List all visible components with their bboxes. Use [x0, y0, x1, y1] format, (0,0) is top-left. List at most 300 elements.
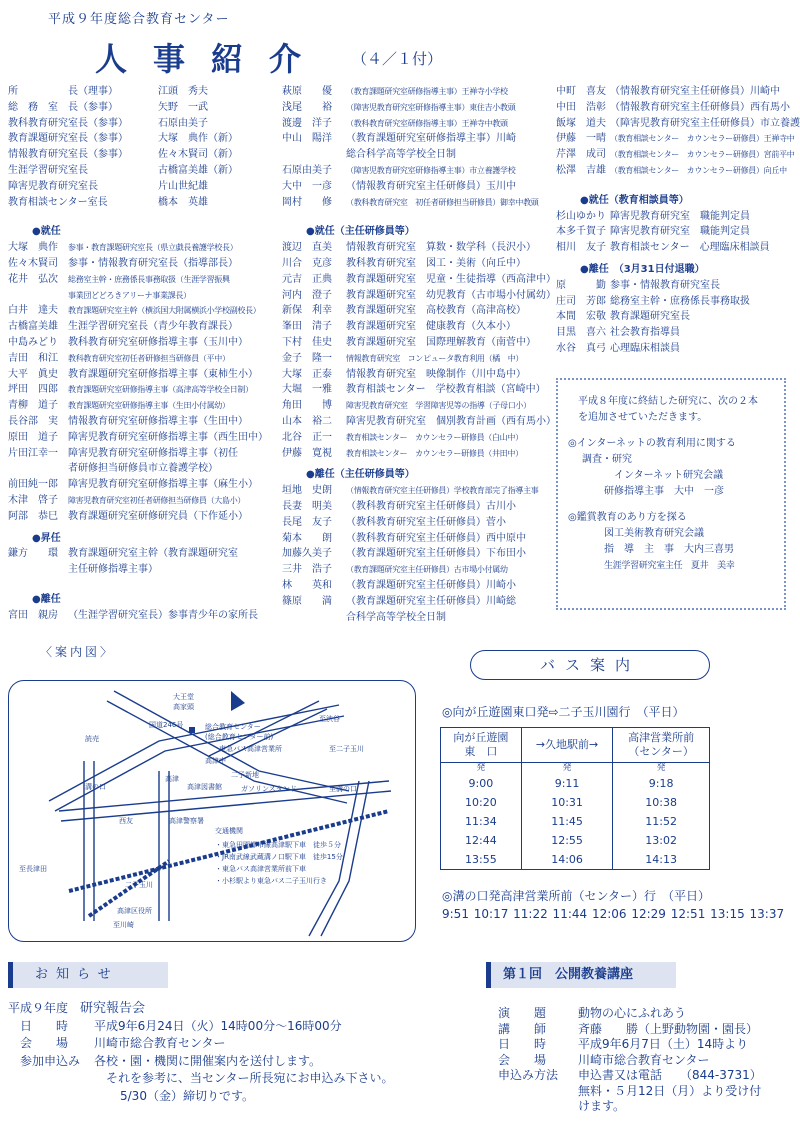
personnel-col-b: 石原由美子: [158, 117, 208, 129]
personnel-col-a: 坪田 四郎: [8, 384, 58, 396]
lecture-header: 第１回 公開教養講座: [486, 962, 676, 988]
personnel-col-b: 主任研修指導主事）: [68, 564, 158, 576]
personnel-col-b: 江頭 秀夫: [158, 86, 208, 97]
personnel-col-b: 参事・教育課題研究室長（県立戯長養護学校長）: [68, 243, 238, 253]
lecture-body: [498, 1006, 762, 1115]
personnel-row: [556, 294, 796, 310]
lecture-venue: 川崎市総合教育センター: [578, 1052, 710, 1067]
personnel-col-b: 障害児教育研究室初任者研修担当研修員（大島小）: [68, 495, 246, 505]
personnel-row: [282, 546, 552, 562]
personnel-col-b: 社会教育指導員: [610, 327, 680, 339]
section-rinin: ●離任: [32, 593, 61, 605]
personnel-col-a: [8, 288, 68, 304]
personnel-row: [282, 179, 552, 195]
personnel-row: [282, 195, 552, 211]
research-person-1: 研修指導主事 大中 一彦: [604, 486, 724, 497]
map-label-library: 高津図書館: [187, 783, 222, 791]
personnel-row: [282, 531, 552, 547]
personnel-col-a: 浅尾 裕: [282, 101, 332, 113]
map-drawing: [9, 681, 414, 940]
personnel-col-a: 渡邊 洋子: [282, 117, 332, 129]
personnel-col-a: 生涯学習研究室長: [8, 164, 88, 176]
personnel-col-b: （障害児教育研究室主任研修員）市立養護: [610, 117, 800, 129]
personnel-col-b: 大塚 典作（新）: [158, 133, 238, 145]
personnel-row: [556, 131, 796, 147]
personnel-col-a: 本多千賀子: [556, 226, 606, 238]
personnel-col-a: 吉田 和江: [8, 352, 58, 364]
lecture-title: 動物の心にふれあう: [578, 1006, 687, 1020]
personnel-row: [8, 335, 270, 351]
lecture-key-apply: 申込み方法: [498, 1068, 559, 1082]
personnel-col-a: 中町 喜友: [556, 86, 606, 97]
personnel-row: [8, 430, 270, 446]
personnel-row: [8, 256, 270, 272]
personnel-col-b: 片山世紀雄: [158, 180, 208, 192]
personnel-col-a: 大平 眞史: [8, 368, 58, 380]
personnel-col-a: 前田純一郎: [8, 479, 58, 491]
personnel-col-b: 教育相談センター カウンセラー研修員（井田中）: [346, 448, 523, 458]
personnel-row: [8, 493, 270, 509]
personnel-col-a: 障害児教育研究室長: [8, 180, 98, 192]
personnel-col-b: （教育相談センター カウンセラー研修員）宮前平中: [610, 150, 795, 160]
personnel-row: [8, 195, 270, 211]
personnel-col-a: 鎌方 環: [8, 548, 58, 560]
personnel-row: [556, 84, 796, 100]
personnel-col-b: （教科教育研究室研修指導主事）王禅寺中教頭: [346, 118, 508, 128]
personnel-col-a: 下村 佳史: [282, 336, 332, 348]
personnel-col-b: （教育課題研究室主任研修員）川崎小: [346, 579, 516, 591]
notice-body: [8, 1000, 394, 1105]
map-label-center: 総合教育センター: [205, 723, 261, 731]
lecture-key-date: 日 時: [498, 1037, 547, 1051]
personnel-row: [8, 179, 270, 195]
personnel-col-b: 障害児教育研究室 個別教育計画（西有馬小）: [346, 415, 556, 427]
personnel-col-b: 情報教育研究室 算数・数学科（長沢小）: [346, 242, 536, 254]
personnel-col-a: 大中 一彦: [282, 180, 332, 192]
personnel-col-a: 渡辺 直美: [282, 242, 332, 254]
section-shunin-3: ●就任（教育相談員等）: [580, 194, 689, 206]
personnel-col-a: 篠原 満: [282, 595, 332, 607]
personnel-row: [8, 288, 270, 304]
notice-key-apply: 参加申込み: [20, 1053, 81, 1068]
personnel-col-b: 障害児教育研究室研修指導主事（麻生小）: [68, 479, 258, 491]
personnel-col-b: 教育課題研究室研修研究員（下作延小）: [68, 510, 248, 522]
personnel-row: [8, 608, 270, 624]
personnel-row: [8, 461, 270, 477]
personnel-row: [8, 272, 270, 288]
personnel-col-b: 教育相談センター カウンセラー研修員（白山中）: [346, 432, 523, 442]
lecture-key-venue: 会 場: [498, 1052, 547, 1067]
personnel-col-b: 教育課題研究室 健康教育（久本小）: [346, 321, 516, 333]
personnel-col-a: 阿部 恭巳: [8, 510, 58, 522]
personnel-col-b: （教育相談センター カウンセラー研修員）向丘中: [610, 165, 787, 175]
lecture-apply: 申込書又は電話 （844-3731）: [578, 1068, 762, 1082]
personnel-col-a: 中山 陽洋: [282, 133, 332, 145]
personnel-col-a: 古橋富美雄: [8, 321, 58, 333]
bus-time: 11:34: [465, 815, 497, 828]
personnel-row: [8, 116, 270, 132]
personnel-col-b: 教育課題研究室 児童・生徒指導（西高津中）: [346, 273, 556, 285]
personnel-col-b: （教育課題研究室主任研修員）川崎総: [346, 595, 516, 607]
research-meeting-2: 図工美術教育研究会議: [604, 528, 704, 539]
personnel-col-a: 佐々木賢司: [8, 257, 58, 269]
bus-time: 10:31: [551, 796, 583, 809]
personnel-col-a: 金子 隆一: [282, 352, 332, 364]
map-note-4: ・小杉駅より東急バス二子玉川行き: [215, 877, 327, 885]
personnel-row: [282, 446, 552, 462]
personnel-col-a: 北谷 正一: [282, 431, 332, 443]
research-meeting-1: インターネット研究会議: [614, 470, 724, 481]
personnel-col-a: 教育相談センター室長: [8, 196, 108, 208]
personnel-col-b: 佐々木賢司（新）: [158, 149, 238, 161]
research-box: [556, 378, 786, 610]
personnel-col-a: 青柳 道子: [8, 400, 58, 412]
personnel-row: [556, 224, 796, 240]
personnel-col-a: 杉山ゆかり: [556, 210, 606, 222]
bus-time: 13:55: [465, 853, 497, 866]
bus-time: 10:38: [645, 796, 677, 809]
personnel-col-b: 教育課題研究室長: [610, 311, 690, 323]
organization-name: 平成９年度総合教育センター: [48, 12, 230, 27]
notice-year: 平成９年度: [8, 1001, 69, 1015]
personnel-row: [556, 116, 800, 132]
personnel-col-a: 垣地 史朗: [282, 485, 332, 497]
bus-route-1: ◎向が丘遊園東口発⇨二子玉川園行 （平日）: [442, 705, 685, 719]
personnel-col-b: （教科教育研究室主任研修員）古川小: [346, 500, 516, 512]
personnel-row: [282, 594, 552, 610]
map-label-to-nagatsuta: 至長津田: [19, 865, 47, 873]
personnel-col-a: 菊本 朗: [282, 532, 332, 544]
personnel-col-b: 教育課題研究室 幼児教育（古市場小付属幼）: [346, 289, 556, 301]
personnel-col-b: （教科教育研究室 初任者研修担当研修員）御幸中教頭: [346, 197, 539, 207]
bus-time: 9:00: [468, 777, 494, 790]
personnel-row: [8, 163, 270, 179]
bus-col-3: 発 9:18 10:38 11:52 13:02 14:13: [613, 763, 710, 870]
map-label-junior: 高津中: [205, 757, 226, 765]
lecture-date: 平成9年6月7日（土）14時より: [578, 1037, 749, 1051]
personnel-row: [8, 240, 270, 256]
personnel-row: [556, 147, 796, 163]
personnel-row: [282, 414, 556, 430]
personnel-row: [8, 382, 270, 398]
personnel-col-a: 相川 友子: [556, 242, 606, 254]
personnel-col-a: 本間 宏敬: [556, 311, 606, 323]
personnel-col-b: 教育相談センター 学校教育相談（宮崎中）: [346, 384, 546, 396]
personnel-row: [282, 163, 552, 179]
personnel-col-a: 宮田 親房: [8, 609, 58, 621]
personnel-col-a: 水谷 真弓: [556, 342, 606, 354]
section-rinin-3: ●離任 （3月31日付退職）: [580, 263, 705, 275]
bus-time: 13:02: [645, 834, 677, 847]
personnel-col-b: 教育課題研究室主幹（横浜国大附属横浜小学校副校長）: [68, 306, 261, 316]
map-label: 〈案内図〉: [40, 645, 116, 659]
lecture-apply-2: 無料・５月12日（月）より受け付: [578, 1083, 762, 1098]
personnel-col-b: （教育課題研究室研修指導主事）王禅寺小学校: [346, 87, 508, 96]
map-label-sogo-center-mae: (総合教育センター前): [205, 733, 274, 741]
personnel-col-b: 障害児教育研究室 学習障害児等の指導（子母口小）: [346, 401, 531, 411]
personnel-col-b: 教科教育研究室初任者研修担当研修員（平中）: [68, 353, 230, 363]
personnel-row: [282, 499, 552, 515]
personnel-col-a: 総 務 室 長（参事）: [8, 101, 118, 113]
personnel-row: [556, 209, 796, 225]
notice-key-date: 日 時: [20, 1018, 69, 1033]
personnel-col-a: 岡村 修: [282, 196, 332, 208]
personnel-col-b: 教育相談センター 心理臨床相談員: [610, 242, 770, 254]
personnel-col-b: 教育課題研究室 高校教育（高津高校）: [346, 305, 526, 317]
personnel-col-b: 事業団どどろきアリーナ事業課長）: [68, 290, 191, 300]
guide-map: [8, 680, 416, 942]
personnel-row: [282, 515, 552, 531]
personnel-row: [8, 351, 270, 367]
personnel-col-b: 者研修担当研修員市立養護学校）: [68, 463, 218, 475]
personnel-col-a: 大塚 典作: [8, 242, 58, 254]
map-label-station: 二子玉川: [125, 881, 153, 889]
personnel-row: [8, 147, 270, 163]
personnel-col-b: （教育課題研究室主任研修員）下布田小: [346, 548, 526, 560]
personnel-col-a: 新保 利幸: [282, 305, 332, 317]
personnel-col-a: 大塚 正泰: [282, 368, 332, 380]
personnel-col-b: （生涯学習研究室長）参事青少年の家所長: [68, 609, 258, 621]
center-marker: [231, 691, 245, 711]
map-label-to-shibuya: 至渋谷: [319, 715, 340, 723]
personnel-row: [282, 335, 552, 351]
personnel-col-b: 教育課題研究室研修指導主事（生田小付属幼）: [68, 401, 230, 411]
personnel-col-a: 中島みどり: [8, 336, 58, 348]
bus-timetable: [440, 727, 710, 870]
personnel-col-b: 情報教育研究室研修指導主事（生田中）: [68, 415, 248, 427]
personnel-col-b: 情報教育研究室 映像制作（川中島中）: [346, 368, 526, 380]
personnel-row: [282, 351, 552, 367]
personnel-col-b: （障害児教育研究室研修指導主事）市立養護学校: [346, 165, 516, 175]
personnel-col-b: 総務室主幹・庶務係長事務取扱（生涯学習振興: [68, 274, 230, 284]
notice-date: 平成9年6月24日（火）14時00分～16時00分: [94, 1018, 342, 1033]
personnel-row: [556, 240, 796, 256]
personnel-col-b: 教育課題研究室 国際理解教育（南菅中）: [346, 336, 536, 348]
map-label-daioji: 大王堂: [173, 693, 194, 701]
personnel-col-a: 松澤 吉雄: [556, 164, 606, 176]
map-label-futako: 二子新地: [231, 771, 259, 779]
personnel-col-a: 庄司 芳郎: [556, 295, 606, 307]
personnel-row: [8, 398, 270, 414]
bus-time: 11:45: [551, 815, 583, 828]
personnel-row: [282, 84, 552, 100]
map-label-ward: 高津区役所: [117, 907, 152, 915]
personnel-col-a: 芹澤 成司: [556, 149, 606, 161]
personnel-col-a: 所 長（理事）: [8, 86, 118, 97]
road-246-b: [55, 716, 344, 811]
map-label-yomiuri: 読売: [85, 735, 99, 743]
map-label-to-mizonokuchi: 至溝の口: [329, 785, 357, 793]
bus-times-2: 9:51 10:17 11:22 11:44 12:06 12:29 12:51 13:15 13:37: [442, 907, 785, 921]
personnel-row: [282, 272, 556, 288]
personnel-row: [282, 131, 552, 147]
personnel-row: [282, 319, 552, 335]
personnel-col-a: 角田 博: [282, 400, 332, 412]
personnel-col-b: 橋本 英雄: [158, 196, 208, 208]
personnel-col-b: 障害児教育研究室 職能判定員: [610, 226, 750, 238]
research-title-1: ◎インターネットの教育利用に関する: [568, 438, 736, 449]
personnel-row: [282, 398, 552, 414]
research-title-1b: 調査・研究: [582, 454, 632, 465]
notice-venue: 川崎市総合教育センター: [94, 1036, 226, 1050]
column-2: [282, 84, 556, 625]
map-note-1: ・東急田園都市線高津駅下車 徒歩５分: [215, 841, 341, 849]
personnel-col-a: 白井 達夫: [8, 305, 58, 317]
bus-time: 9:11: [554, 777, 580, 790]
personnel-col-b: （情報教育研究室主任研修員）学校教育部完了指導主事: [346, 486, 539, 496]
bus-header-3: 高津営業所前 （センター）: [613, 728, 710, 763]
personnel-col-a: 飯塚 道夫: [556, 117, 606, 129]
personnel-row: [282, 100, 552, 116]
personnel-col-a: 元吉 正典: [282, 273, 332, 285]
personnel-row: [282, 382, 552, 398]
personnel-row: [282, 116, 552, 132]
personnel-row: [8, 414, 270, 430]
personnel-col-a: [8, 562, 68, 578]
personnel-row: [282, 367, 552, 383]
personnel-col-a: 情報教育研究室長（参事）: [8, 149, 128, 161]
title-date: （４／１付）: [352, 50, 443, 68]
map-note-3: ・東急バス高津営業所前下車: [215, 865, 306, 873]
personnel-col-a: 山本 裕二: [282, 415, 332, 427]
section-shunin: ●就任: [32, 226, 61, 238]
personnel-col-a: 長妻 明美: [282, 500, 332, 512]
personnel-col-a: 木津 啓子: [8, 494, 58, 506]
column-1: [8, 84, 270, 624]
personnel-col-a: 石原由美子: [282, 164, 332, 176]
personnel-col-a: 河内 澄子: [282, 289, 332, 301]
personnel-row: [282, 303, 552, 319]
personnel-col-a: [8, 461, 68, 477]
personnel-col-a: 峯田 清子: [282, 321, 332, 333]
personnel-col-a: 三井 浩子: [282, 564, 332, 576]
personnel-col-b: （情報教育研究室主任研修員）川崎中: [610, 86, 780, 97]
personnel-col-b: 合科学高等学校全日制: [346, 611, 446, 623]
notice-apply-2: それを参考に、当センター所長宛にお申込み下さい。: [106, 1071, 394, 1085]
personnel-row: [282, 430, 552, 446]
personnel-col-a: [282, 610, 346, 626]
bus-time: 11:52: [645, 815, 677, 828]
personnel-row: [282, 610, 552, 626]
lecture-apply-3: けます。: [578, 1099, 626, 1113]
personnel-col-b: 参事・情報教育研究室長（指導部長）: [68, 257, 238, 269]
personnel-row: [556, 278, 796, 294]
personnel-row: [8, 477, 270, 493]
map-label-transport: 交通機関: [215, 827, 243, 835]
personnel-col-b: 障害児教育研究室研修指導主事（西生田中）: [68, 431, 268, 443]
personnel-col-b: 教科教育研究室 図工・美術（向丘中）: [346, 257, 526, 269]
personnel-col-a: 原 勤: [556, 279, 606, 291]
personnel-col-b: 総務室主幹・庶務係長事務取扱: [610, 295, 750, 307]
personnel-col-b: 生涯学習研究室長（青少年教育課長）: [68, 321, 238, 333]
personnel-col-a: 伊藤 一晴: [556, 133, 606, 145]
personnel-col-b: 障害児教育研究室 職能判定員: [610, 210, 750, 222]
research-person-2b: 生涯学習研究室主任 夏井 美幸: [604, 561, 735, 571]
notice-event: 研究報告会: [80, 1001, 146, 1016]
personnel-col-b: （教育課題研究室主任研修員）古市場小付属幼: [346, 565, 508, 575]
personnel-row: [282, 483, 552, 499]
personnel-row: [8, 446, 270, 462]
personnel-row: [8, 546, 270, 562]
personnel-col-b: （教科教育研究室主任研修員）西中原中: [346, 532, 526, 544]
personnel-col-a: [282, 147, 346, 163]
personnel-col-b: 情報教育研究室 コンピュータ教育利用（橘 中）: [346, 353, 524, 363]
bus-time: 9:18: [648, 777, 674, 790]
map-label-keiyo: 高家頭: [173, 703, 194, 711]
personnel-col-a: 目黒 喜六: [556, 327, 606, 339]
personnel-col-b: 心理臨床相談員: [610, 342, 680, 354]
personnel-col-a: 伊藤 寛視: [282, 447, 332, 459]
personnel-row: [556, 163, 796, 179]
personnel-row: [8, 100, 270, 116]
page-title: 人事紹介: [95, 40, 328, 78]
personnel-col-a: 片田江幸一: [8, 447, 58, 459]
lecture-speaker: 斉藤 勝（上野動物園・園長）: [578, 1021, 759, 1036]
personnel-row: [282, 578, 552, 594]
personnel-col-a: 長尾 友子: [282, 516, 332, 528]
map-label-seiyu: 西友: [119, 817, 133, 825]
personnel-col-b: 障害児教育研究室研修指導主事（初任: [68, 447, 238, 459]
map-label-takatsu: 高津: [165, 775, 179, 783]
personnel-row: [282, 288, 556, 304]
personnel-col-b: （教育相談センター カウンセラー研修員）王禅寺中: [610, 134, 795, 144]
personnel-row: [8, 562, 270, 578]
personnel-row: [8, 84, 270, 100]
bus-time: 12:55: [551, 834, 583, 847]
research-intro-2: を追加させていただきます。: [578, 412, 708, 423]
map-label-gas: ガソリンスタンド: [241, 785, 297, 793]
bus-time: 12:44: [465, 834, 497, 847]
personnel-col-b: （教育課題研究室研修指導主事）川崎: [346, 133, 516, 145]
map-label-tokyu-bus: 東急バス高津営業所: [219, 745, 282, 753]
personnel-row: [282, 562, 552, 578]
map-note-2: ・JR南武線武蔵溝ノ口駅下車 徒歩15分: [215, 853, 343, 861]
bus-stop-marker: [189, 727, 195, 733]
personnel-col-a: 中田 浩彰: [556, 101, 606, 113]
personnel-col-b: 教育課題研究室研修指導主事（東柿生小）: [68, 368, 258, 380]
personnel-col-b: （情報教育研究室主任研修員）西有馬小: [610, 101, 790, 113]
map-label-mizonokuchi: 溝の口: [85, 783, 106, 791]
map-label-to-futako: 至二子玉川: [329, 745, 364, 753]
personnel-row: [282, 240, 552, 256]
personnel-col-b: 教育課題研究室研修指導主事（高津高等学校全日制）: [68, 385, 253, 395]
bus-route-2: ◎溝の口発高津営業所前（センター）行 （平日）: [442, 889, 710, 903]
research-intro-1: 平成８年度に終結した研究に、次の２本: [578, 396, 758, 407]
bus-header-1: 向が丘遊園 東 口: [441, 728, 522, 763]
personnel-row: [8, 303, 270, 319]
personnel-col-a: 教科教育研究室長（参事）: [8, 117, 128, 129]
personnel-col-b: 参事・情報教育研究室長: [610, 279, 720, 291]
personnel-row: [556, 100, 796, 116]
personnel-col-a: 長谷部 実: [8, 415, 58, 427]
personnel-col-b: 教育課題研究室主幹（教育課題研究室: [68, 548, 238, 560]
bus-time: 14:06: [551, 853, 583, 866]
research-person-2a: 指 導 主 事 大内三喜男: [604, 544, 734, 555]
personnel-col-b: 古橋富美雄（新）: [158, 164, 238, 176]
personnel-col-b: 矢野 一武: [158, 101, 208, 113]
lecture-key-title: 演 題: [498, 1006, 547, 1020]
personnel-col-b: 教科教育研究室研修指導主事（玉川中）: [68, 336, 248, 348]
personnel-col-b: （障害児教育研究室研修指導主事）東住吉小教頭: [346, 102, 516, 112]
bus-title: バス案内: [470, 650, 710, 680]
notice-deadline: 5/30（金）締切りです。: [120, 1088, 254, 1103]
notice-apply: 各校・園・機関に開催案内を送付します。: [94, 1053, 322, 1068]
personnel-col-a: 花井 弘次: [8, 273, 58, 285]
personnel-row: [556, 325, 796, 341]
personnel-col-a: 教育課題研究室長（参事）: [8, 133, 128, 145]
map-label-hospital: 高津警察署: [169, 817, 204, 825]
notice-key-venue: 会 場: [20, 1036, 69, 1050]
